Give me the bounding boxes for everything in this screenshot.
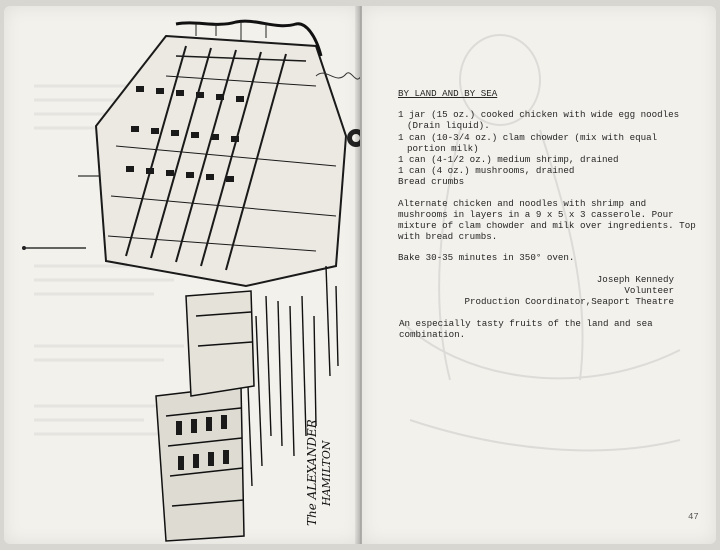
recipe-title: BY LAND AND BY SEA: [398, 88, 498, 99]
ingredient-item: 1 jar (15 oz.) cooked chicken with wide egg noodles: [398, 109, 680, 121]
recipe-tagline: An especially tasty fruits of the land and sea combination.: [399, 318, 653, 340]
contributor-name: Joseph Kennedy: [596, 273, 674, 285]
left-page: [4, 6, 360, 544]
ingredient-item: 1 can (4-1/2 oz.) medium shrimp, drained: [398, 154, 619, 166]
ingredient-list: [398, 109, 698, 187]
ingredient-item: (Drain liquid).: [407, 120, 490, 132]
ingredient-item: Bread crumbs: [398, 176, 465, 188]
recipe: [398, 88, 698, 307]
contributor-title: Production Coordinator,Seaport Theatre: [464, 296, 674, 308]
contributor-role: Volunteer: [624, 284, 674, 296]
ferry-illustration: [16, 16, 360, 544]
ingredient-item: 1 can (10-3/4 oz.) clam chowder (mix with equal: [398, 131, 658, 143]
illustration-caption-line1: The ALEXANDER: [305, 419, 319, 526]
page-number: 47: [688, 512, 699, 522]
ingredient-item: portion milk): [407, 142, 479, 154]
illustration-caption-line2: HAMILTON: [320, 440, 333, 506]
ingredient-item: 1 can (4 oz.) mushrooms, drained: [398, 165, 575, 177]
recipe-instructions: Alternate chicken and noodles with shrimp and mushrooms in layers in a 9 x 5 x 3 casserole. Pour mixture of clam chowder and milk over ingredients. Top with bread crumbs.: [398, 197, 696, 243]
recipe-bake: Bake 30-35 minutes in 350° oven.: [398, 252, 575, 264]
